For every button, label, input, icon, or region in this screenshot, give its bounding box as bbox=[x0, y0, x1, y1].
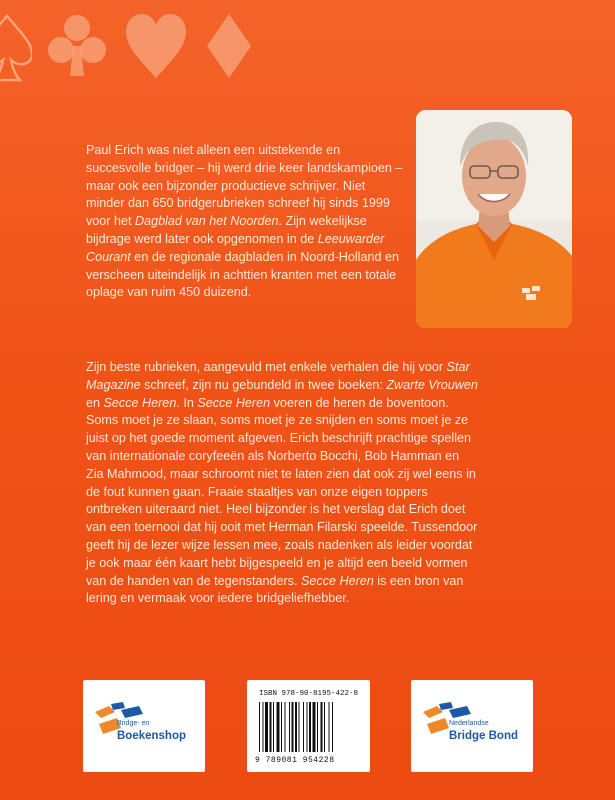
barcode-stripe bbox=[321, 702, 323, 752]
club-icon bbox=[46, 10, 108, 82]
barcode-stripe bbox=[324, 702, 325, 752]
isbn-label: ISBN 978-90-8195-422-8 bbox=[259, 690, 359, 698]
barcode-stripe bbox=[263, 702, 264, 752]
barcode-stripe bbox=[307, 702, 308, 752]
barcode-stripe bbox=[281, 702, 282, 752]
spade-icon bbox=[0, 10, 32, 82]
barcode-stripe bbox=[277, 702, 280, 752]
logo-title: Boekenshop bbox=[117, 730, 187, 742]
logo-subtitle: Nederlandse bbox=[449, 720, 489, 727]
barcode-stripe bbox=[303, 702, 304, 752]
diamond-icon bbox=[204, 10, 254, 82]
barcode-stripe bbox=[309, 702, 311, 752]
barcode-stripe bbox=[299, 702, 300, 752]
barcode-stripe bbox=[259, 702, 260, 752]
barcode-stripe bbox=[270, 702, 272, 752]
barcode-stripe bbox=[273, 702, 274, 752]
barcode-bars bbox=[259, 702, 359, 756]
barcode-stripe bbox=[317, 702, 318, 752]
isbn-digits: 9 789081 954228 bbox=[255, 756, 335, 765]
barcode-stripe bbox=[313, 702, 316, 752]
card-suits bbox=[0, 10, 270, 82]
boekenshop-logo bbox=[83, 680, 205, 772]
barcode-stripe bbox=[295, 702, 297, 752]
barcode-stripe bbox=[329, 702, 330, 752]
barcode-stripe bbox=[289, 702, 290, 752]
intro-paragraph: Paul Erich was niet alleen een uitstekende en succesvolle bridger – hij werd drie keer landskampioen – maar ook een bijzonder productieve schrijver. Niet minder dan 650 bridgerubrieken schreef hij sinds 1999 voor het Dagblad van het Noorden. Zijn wekelijkse bijdrage werd later ook opgenomen in de Leeuwarder Courant en de regionale dagbladen in Noord-Holland en verscheen uiteindelijk in achttien kranten met een totale oplage van ruim 450 duizend. bbox=[86, 143, 403, 300]
bridge-bond-logo bbox=[411, 680, 533, 772]
author-photo bbox=[416, 110, 572, 328]
barcode-stripe bbox=[265, 702, 268, 752]
barcode-stripe bbox=[285, 702, 286, 752]
barcode-stripe bbox=[332, 702, 333, 752]
logo-subtitle: Bridge- en bbox=[117, 720, 150, 727]
isbn-barcode bbox=[247, 680, 370, 772]
description-paragraph: Zijn beste rubrieken, aangevuld met enkele verhalen die hij voor Star Magazine schreef, zijn nu gebundeld in twee boeken: Zwarte Vrouwen en Secce Heren. In Secce Heren voeren de heren de boventoon. Soms moet je ze slaan, soms moet je ze snijden en soms moet je ze juist op het goede moment afgeven. Erich beschrijft prachtige spellen van internationale coryfeeën als Norberto Bocchi, Bob Hamman en Zia Mahmood, maar schroomt niet te laten zien dat ook zij wel eens in de fout kunnen gaan. Fraaie staaltjes van onze eigen toppers ontbreken uiteraard niet. Heel bijzonder is het verslag dat Erich doet van een toernooi dat hij ooit met Herman Filarski speelde. Tussendoor geeft hij de lezer wijze lessen mee, zoals nadenken als leider voordat je ook maar één kaart hebt bijgespeeld en je altijd een beeld vormen van de handen van de tegenstanders. Secce Heren is een bron van lering en vermaak voor iedere bridgeliefhebber. bbox=[86, 360, 478, 606]
heart-icon bbox=[124, 10, 188, 82]
barcode-stripe bbox=[292, 702, 294, 752]
logo-title: Bridge Bond bbox=[449, 730, 518, 742]
